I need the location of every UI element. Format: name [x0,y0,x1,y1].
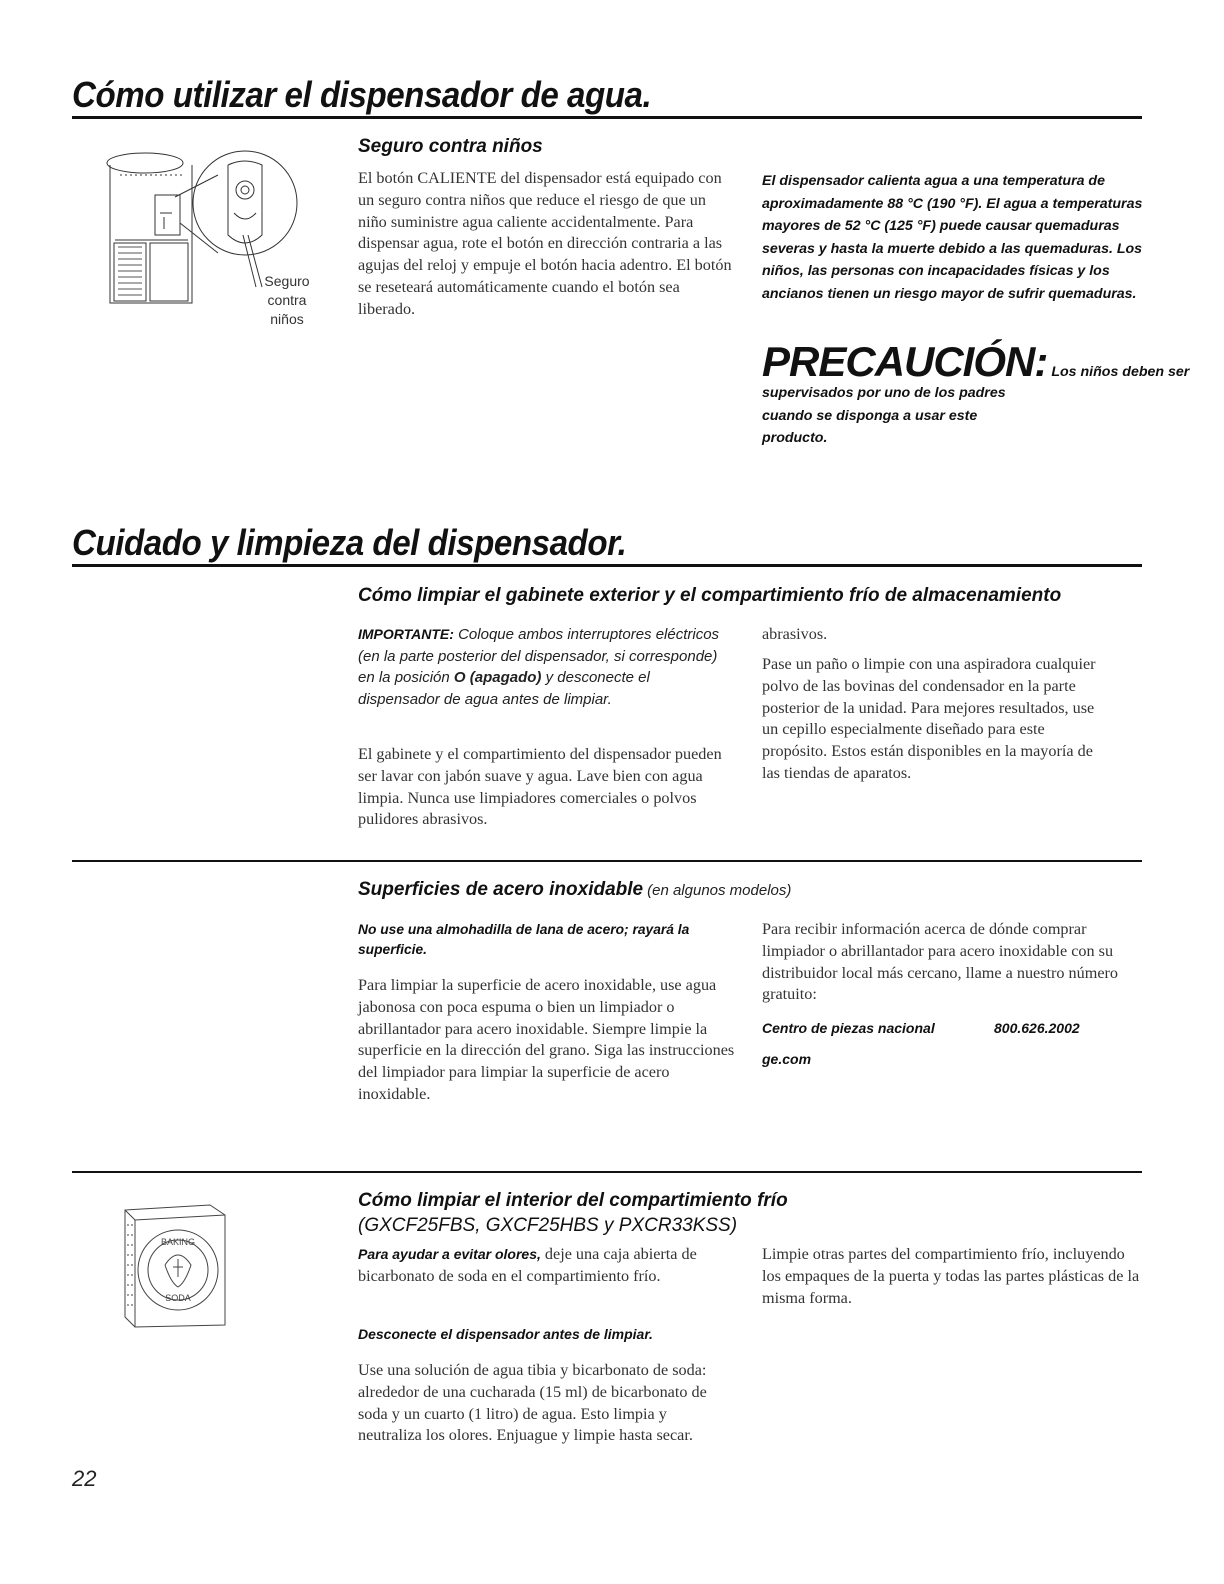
child-lock-heading: Seguro contra niños [358,136,543,157]
caution-text-first: Los niños deben ser [1051,364,1190,380]
interior-lead-bold: Para ayudar a evitar olores, [358,1246,541,1262]
stainless-heading [358,879,791,902]
exterior-cleaning-heading: Cómo limpiar el gabinete exterior y el compartimiento frío de almacenamiento [358,585,1062,606]
caption-line-3: niños [270,311,304,327]
interior-para-2: Limpie otras partes del compartimiento frío, incluyendo los empaques de la puerta y todas las partes plásticas de la misma forma. [762,1245,1140,1307]
title-rule-2 [72,564,1142,567]
box-text-top: BAKING [160,1237,196,1247]
interior-models: (GXCF25FBS, GXCF25HBS y PXCR33KSS) [358,1215,738,1236]
exterior-para-1-continued: abrasivos. [762,625,828,643]
stainless-para-2: Para recibir información acerca de dónde comprar limpiador o abrillantador para acero inoxidable con su distribuidor local más cercano, llame a nuestro número gratuito: [762,920,1119,1004]
child-lock-body: El botón CALIENTE del dispensador está equipado con un seguro contra niños que reduce el riesgo de que un niño suministre agua caliente accidentalmente. Para dispensar agua, rote el botón en dirección contraria a las agujas del reloj y empuje el botón hacia adentro. El botón se reseteará automáticamente cuando el botón sea liberado. [358,169,732,318]
exterior-para-1: El gabinete y el compartimiento del dispensador pueden ser lavar con jabón suave y agua. Lave bien con agua limpia. Nunca use limpiadores comerciales o polvos pulidores abrasivos. [358,745,722,829]
hot-water-warning: El dispensador calienta agua a una temperatura de aproximadamente 88 °C (190 °F). El agua a temperaturas mayores de 52 °C (125 °F) puede causar quemaduras severas y hasta la muerte debido a las quemaduras. Los niños, las personas con incapacidades físicas y los ancianos tienen un riesgo mayor de sufrir quemaduras. [762,173,1143,302]
important-note [358,624,728,710]
important-label: IMPORTANTE: [358,626,454,642]
caution-text-rest: supervisados por uno de los padres cuando se disponga a usar este producto. [762,385,1006,446]
box-text-bottom: SODA [165,1293,191,1303]
disconnect-warning: Desconecte el dispensador antes de limpiar. [358,1326,653,1342]
parts-center-row [762,1020,1122,1038]
divider-2 [72,1171,1142,1173]
section-title-care-cleaning: Cuidado y limpieza del dispensador. [72,522,627,563]
caution-label: PRECAUCIÓN: [762,338,1048,385]
important-text-b: y desconecte el dispensador de agua antes de limpiar. [358,669,650,708]
title-rule [72,116,1142,119]
interior-cleaning-heading: Cómo limpiar el interior del compartimiento frío [358,1190,788,1211]
baking-soda-box-icon [115,1195,235,1330]
important-off-position: O (apagado) [453,669,542,686]
caption-line-2: contra [267,292,307,308]
caution-block [762,338,1190,450]
stainless-heading-text: Superficies de acero inoxidable [358,879,644,900]
parts-center-label: Centro de piezas nacional [762,1020,935,1036]
website-link[interactable]: ge.com [762,1051,812,1067]
interior-para-1: Use una solución de agua tibia y bicarbonato de soda: alrededor de una cucharada (15 ml) de bicarbonato de soda y un cuarto (1 litro) de agua. Esto limpia y neutraliza los olores. Enjuague y limpie hasta secar. [358,1361,707,1445]
divider-1 [72,860,1142,862]
page-number: 22 [72,1466,97,1491]
parts-center-phone[interactable]: 800.626.2002 [994,1020,1080,1036]
baking-soda-box-illustration [115,1195,235,1330]
child-lock-caption [252,272,322,329]
section-title-water-dispenser: Cómo utilizar el dispensador de agua. [72,74,652,115]
stainless-para-1: Para limpiar la superficie de acero inoxidable, use agua jabonosa con poca espuma o bien un limpiador o abrillantador para acero inoxidable. Siempre limpie la superficie en la dirección del grano. Siga las instrucciones del limpiador para limpiar la superficie de acero inoxidable. [358,976,735,1103]
caption-line-1: Seguro [264,273,310,289]
exterior-para-2: Pase un paño o limpie con una aspiradora cualquier polvo de las bovinas del condensador en la parte posterior de la unidad. Para mejores resultados, use un cepillo especialmente diseñado para este propósito. Estos están disponibles en la mayoría de las tiendas de aparatos. [762,655,1096,782]
steel-wool-warning: No use una almohadilla de lana de acero; rayará la superficie. [358,922,690,957]
interior-lead [358,1244,703,1288]
stainless-heading-note: (en algunos modelos) [647,882,792,899]
interior-lead-text: deje una caja abierta de bicarbonato de soda en el compartimiento frío. [358,1245,697,1285]
caution-first-line [762,338,1190,386]
important-text-a: Coloque ambos interruptores eléctricos (en la parte posterior del dispensador, si corresponde) en la posición [358,626,720,686]
